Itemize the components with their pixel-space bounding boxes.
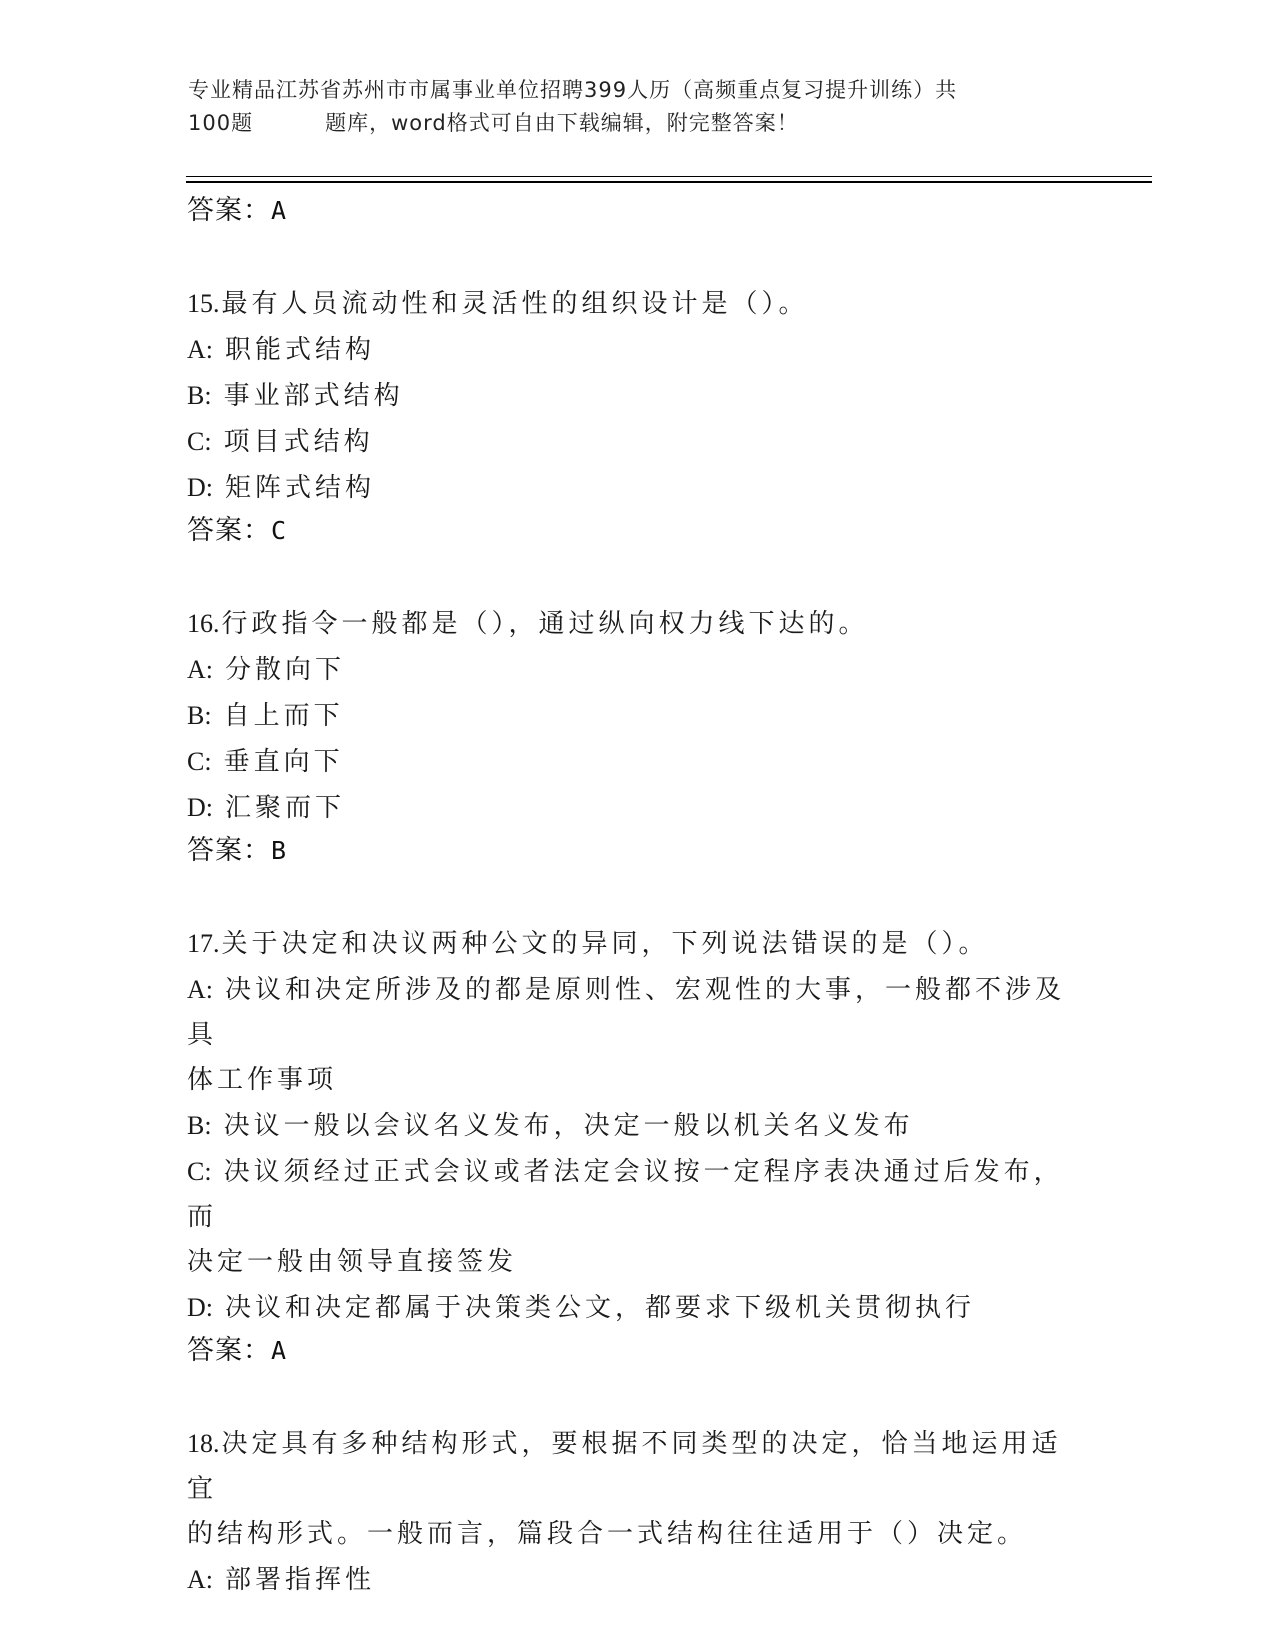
question-stem: 关于决定和决议两种公文的异同，下列说法错误的是（）。 xyxy=(221,929,989,959)
answer-label: 答案： xyxy=(187,195,271,226)
option-c-continuation: 决定一般由领导直接签发 xyxy=(187,1247,518,1277)
header-line-1: 专业精品江苏省苏州市市属事业单位招聘399人历（高频重点复习提升训练）共 xyxy=(188,78,958,102)
header-line-2 xyxy=(188,107,1068,140)
option-d xyxy=(187,785,1087,831)
answer-label: 答案： xyxy=(187,835,271,866)
option-label: C: xyxy=(187,1157,212,1186)
option-c xyxy=(187,419,1087,465)
option-label: A: xyxy=(187,335,213,364)
option-b xyxy=(187,373,1087,419)
answer-value: A xyxy=(271,1336,288,1365)
option-text: 汇聚而下 xyxy=(225,793,346,823)
option-a xyxy=(187,327,1087,373)
question-block xyxy=(187,1421,1087,1603)
option-label: C: xyxy=(187,427,212,456)
option-label: D: xyxy=(187,473,213,502)
question-stem: 决定具有多种结构形式，要根据不同类型的决定，恰当地运用适宜 xyxy=(187,1429,1062,1504)
option-c xyxy=(187,739,1087,785)
option-label: B: xyxy=(187,381,212,410)
option-a xyxy=(187,967,1087,1058)
option-label: A: xyxy=(187,655,213,684)
question-block xyxy=(187,601,1087,876)
option-text: 决议一般以会议名义发布，决定一般以机关名义发布 xyxy=(223,1111,914,1141)
option-b xyxy=(187,693,1087,739)
question-text xyxy=(187,1421,1087,1512)
header-rule-thin xyxy=(186,176,1152,177)
answer-line xyxy=(187,1331,1087,1376)
option-text: 自上而下 xyxy=(223,701,344,731)
question-number: 16. xyxy=(187,609,220,638)
option-label: C: xyxy=(187,747,212,776)
option-text: 职能式结构 xyxy=(225,335,376,365)
answer-value: C xyxy=(271,516,288,545)
question-stem: 行政指令一般都是（），通过纵向权力线下达的。 xyxy=(221,609,869,639)
option-label: A: xyxy=(187,975,213,1004)
question-block xyxy=(187,921,1087,1376)
option-d xyxy=(187,1285,1087,1331)
option-b xyxy=(187,1103,1087,1149)
option-text: 矩阵式结构 xyxy=(225,473,376,503)
question-number: 18. xyxy=(187,1429,220,1458)
header-rule-thick xyxy=(186,181,1152,183)
option-text: 决议和决定所涉及的都是原则性、宏观性的大事，一般都不涉及具 xyxy=(187,975,1066,1050)
question-text-continuation: 的结构形式。一般而言，篇段合一式结构往往适用于（）决定。 xyxy=(187,1519,1028,1549)
question-text xyxy=(187,601,1087,647)
option-d xyxy=(187,465,1087,511)
answer-label: 答案： xyxy=(187,1335,271,1366)
question-stem: 最有人员流动性和灵活性的组织设计是（）。 xyxy=(221,289,809,319)
question-text xyxy=(187,921,1087,967)
answer-line xyxy=(187,191,1087,236)
option-text: 决议须经过正式会议或者法定会议按一定程序表决通过后发布，而 xyxy=(187,1157,1064,1232)
option-label: A: xyxy=(187,1565,213,1594)
option-text: 分散向下 xyxy=(225,655,346,685)
option-text: 事业部式结构 xyxy=(223,381,404,411)
option-text: 项目式结构 xyxy=(223,427,374,457)
question-number: 15. xyxy=(187,289,220,318)
page-header xyxy=(188,74,1068,140)
answer-value: A xyxy=(271,196,288,225)
option-label: D: xyxy=(187,793,213,822)
option-text: 垂直向下 xyxy=(223,747,344,777)
answer-value: B xyxy=(271,836,288,865)
answer-label: 答案： xyxy=(187,515,271,546)
header-question-count: 100题 xyxy=(188,111,254,135)
option-a xyxy=(187,1557,1087,1603)
option-text: 决议和决定都属于决策类公文，都要求下级机关贯彻执行 xyxy=(225,1293,976,1323)
question-text xyxy=(187,281,1087,327)
question-block xyxy=(187,281,1087,556)
header-description: 题库，word格式可自由下载编辑，附完整答案！ xyxy=(325,111,799,135)
option-c xyxy=(187,1149,1087,1240)
answer-line xyxy=(187,511,1087,556)
document-body xyxy=(187,191,1087,1603)
question-number: 17. xyxy=(187,929,220,958)
option-a-continuation: 体工作事项 xyxy=(187,1065,338,1095)
option-label: D: xyxy=(187,1293,213,1322)
option-a xyxy=(187,647,1087,693)
option-label: B: xyxy=(187,1111,212,1140)
answer-line xyxy=(187,831,1087,876)
option-text: 部署指挥性 xyxy=(225,1565,376,1595)
option-label: B: xyxy=(187,701,212,730)
